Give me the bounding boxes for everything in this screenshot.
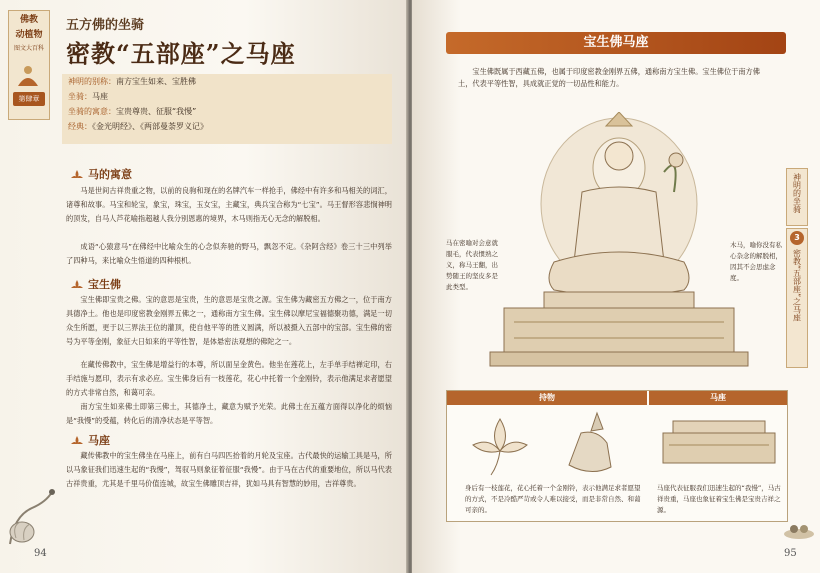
seat-caption: 马座代表征服我们迅速生起的“我慢”，马古祥贵重，马座也象征着宝生佛是宝贵吉祥之源。 (657, 484, 781, 514)
tab-line3: 图文大百科 (13, 45, 44, 52)
paragraph: 马是世间古祥贵重之物，以前的良驹和现在的名牌汽车一样抢手，佛经中有许多和马相关的词汇，诸尊和故事。马宝和轮宝，象宝，珠宝，玉女宝，主藏宝，典兵宝合称为“七宝”。马王督形容悲悯神明的顶发，自马人芦花喻指超越人我分别恩惠的境界，木马则指无心无念的解脱相。 (66, 186, 392, 223)
side-tab-section: 3 密教“五部座”之马座 (786, 228, 808, 368)
info-box (62, 74, 392, 144)
lotus-bullet-icon (70, 169, 84, 179)
lotus-bullet-icon (70, 279, 84, 289)
paragraph: 藏传佛教中的宝生佛坐在马座上，前有白马四匹抬着的月轮及宝座。古代最快的运输工具是马，所以马象征我们迅速生起的“我慢”，驾驭马则象征着征服“我慢”。由于马在古代的重要地位，所以马代表古祥贵重，尤其是千里马价值连城，故宝生佛雕顶吉祥，犹如马具有智慧的妙用，吉祥尊贵。 (66, 451, 392, 488)
paragraph: 宝生佛即宝贵之佛。宝的意思是宝贵，生的意思是宝贵之源。宝生佛为藏密五方佛之一，位于南方具德净土。他也是印度密教金刚界五佛之一，通称南方宝生佛。宝生佛以摩尼宝福德聚功德，满足一切众生所愿，更于以三界法王位的灌顶，使自他平等的胜义圆满，所以被摄入五部中的宝部。宝生佛的密号为平等金刚，象征大日如来的平等性智，是体悬密法观想的佛陀之一。 (66, 295, 392, 346)
horse-throne-icon (659, 413, 779, 473)
right-annotation: 木马，喻你没有私心杂念的解脱相，因其不会思虑念度。 (730, 241, 782, 282)
page-number: 94 (34, 548, 47, 559)
chapter-label: 第肆章 (13, 92, 45, 106)
right-page (412, 0, 820, 573)
column-header-objects: 持物 (447, 391, 647, 405)
left-annotation: 马在密喻对会意就服毛，代表惯熟之义，称马王翻，出势随王的坚皮多是此类型。 (446, 239, 498, 291)
paragraph: 在藏传佛教中，宝生佛是增益行的本尊，所以面呈金黄色。他坐在莲花上，左手单手结禅定印，右手结施与愿印，表示有求必应。宝生佛身后有一枝莲花，花心中托着一个金刚铃，表示他满足求者愿望的方式非常自然，和蔼可亲。 (66, 360, 392, 397)
ratnasambhava-buddha-illustration (484, 112, 754, 370)
buddha-figure-icon (14, 64, 42, 88)
section-number-badge: 3 (790, 231, 804, 245)
side-tab (786, 168, 806, 368)
lotus-icon (465, 411, 535, 477)
section-banner: 宝生佛马座 (446, 32, 786, 54)
info-row: 坐骑：马座 (68, 92, 108, 101)
column-header-seat: 马座 (649, 391, 787, 405)
section-heading: 宝生佛 (70, 276, 121, 292)
tab-line1: 佛教 (19, 15, 38, 25)
paragraph: 南方宝生如来佛土即第三佛土，其德净土，藏意为赋予光荣。此佛土在五蕴方面得以净化的烦恼是“我慢”的受蕴，转化后的清净状态是平等智。 (66, 402, 392, 425)
side-tab-chapter: 神明的坐骑 (786, 168, 808, 226)
page-subtitle: 五方佛的坐骑 (66, 18, 145, 33)
left-page (0, 0, 408, 573)
treasure-ornament-icon (782, 520, 816, 540)
section-heading: 马的寓意 (70, 166, 132, 182)
paragraph: 成语“心猿意马”在佛经中比喻众生的心念似奔驰的野马，飘忽不定。《杂阿含经》卷三十三中列举了四种马，来比喻众生悟道的四种根机。 (66, 242, 392, 265)
vajra-bell-icon (551, 409, 631, 479)
tab-line2: 动植物 (15, 30, 43, 40)
intro-paragraph: 宝生佛既属于西藏五佛，也属于印度密教金刚界五佛，通称南方宝生佛。宝生佛位于南方佛土，代表平等性智，具成就正觉的一切品性和能力。 (458, 67, 760, 88)
page-number: 95 (784, 548, 797, 559)
attribute-box (446, 390, 788, 522)
lotus-bullet-icon (70, 435, 84, 445)
info-row: 神明的别称：南方宝生如来、宝胜佛 (68, 77, 196, 86)
info-row: 经典：《金光明经》、《两部曼荼罗义记》 (68, 122, 208, 131)
info-row: 坐骑的寓意：宝贵尊贵、征服“我慢” (68, 107, 197, 116)
peacock-illustration (6, 486, 60, 546)
section-heading: 马座 (70, 432, 110, 448)
objects-caption: 身后有一枝莲花，花心托着一个金刚铃，表示他满足求者愿望的方式，不是冷酷严苛或令人难以接受，而是非常自然、和蔼可亲的。 (465, 484, 641, 514)
page-title: 密教“五部座”之马座 (66, 39, 296, 68)
